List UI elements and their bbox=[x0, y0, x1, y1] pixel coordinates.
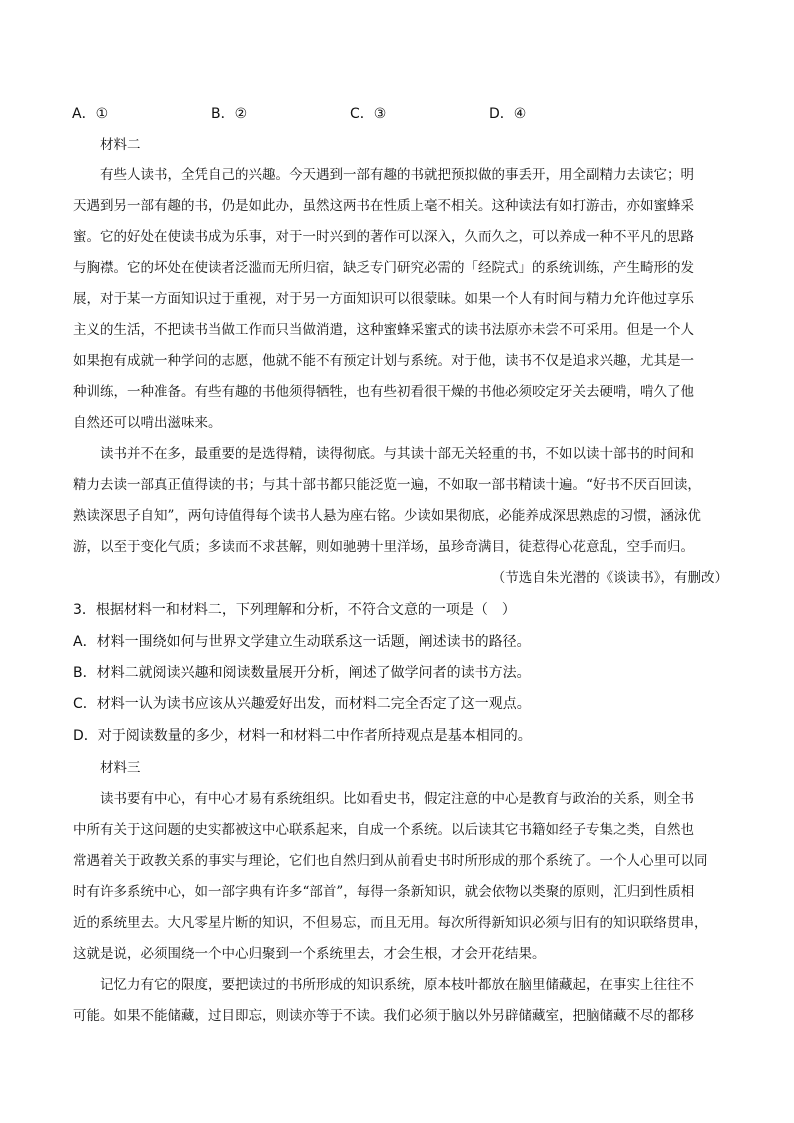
option-a: A．① bbox=[72, 106, 109, 122]
question3-option-c: C．材料一认为读书应该从兴趣爱好出发，而材料二完全否定了这一观点。 bbox=[73, 696, 531, 712]
material2-p1-line: 展，对于某一方面知识过于重视，对于另一方面知识可以很蒙昧。如果一个人有时间与精力允许他过享乐 bbox=[73, 291, 694, 307]
material3-p2-line: 可能。如果不能储藏，过目即忘，则读亦等于不读。我们必须于脑以外另辟储藏室，把脑储藏不尽的都移 bbox=[73, 1008, 694, 1024]
material3-p2-line: 记忆力有它的限度，要把读过的书所形成的知识系统，原本枝叶都放在脑里储藏起，在事实上往往不 bbox=[100, 977, 694, 993]
question3-option-a: A．材料一围绕如何与世界文学建立生动联系这一话题，阐述读书的路径。 bbox=[73, 634, 531, 650]
material2-p1-line: 蜜。它的好处在使读书成为乐事，对于一时兴到的著作可以深入，久而久之，可以养成一种不平凡的思路 bbox=[73, 229, 694, 245]
material2-heading: 材料二 bbox=[100, 137, 141, 153]
material3-p1-line: 常遇着关于政教关系的事实与理论，它们也自然归到从前看史书时所形成的那个系统了。一个人心里可以同 bbox=[73, 853, 708, 869]
material2-p2-line: 读书并不在多，最重要的是选得精，读得彻底。与其读十部无关轻重的书，不如以读十部书的时间和 bbox=[100, 446, 694, 462]
material2-p1-line: 自然还可以啃出滋味来。 bbox=[73, 415, 222, 431]
material2-p1-line: 与胸襟。它的坏处在使读者泛滥而无所归宿，缺乏专门研究必需的「经院式」的系统训练，产生畸形的发 bbox=[73, 260, 694, 276]
question3-stem: 3．根据材料一和材料二，下列理解和分析，不符合文意的一项是（ ） bbox=[73, 602, 516, 618]
option-d: D．④ bbox=[489, 106, 527, 122]
material3-heading: 材料三 bbox=[100, 760, 141, 776]
question3-option-b: B．材料二就阅读兴趣和阅读数量展开分析，阐述了做学问者的读书方法。 bbox=[73, 665, 531, 681]
material3-p1-line: 时有许多系统中心，如一部字典有许多“部首”，每得一条新知识，就会依物以类聚的原则，汇归到性质相 bbox=[73, 884, 695, 900]
option-c: C．③ bbox=[350, 106, 387, 122]
material2-p1-line: 有些人读书，全凭自己的兴趣。今天遇到一部有趣的书就把预拟做的事丢开，用全副精力去读它；明 bbox=[100, 167, 694, 183]
material2-p2-line: 熟读深思子自知”，两句诗值得每个读书人悬为座右铭。少读如果彻底，必能养成深思熟虑的习惯，涵泳优 bbox=[73, 508, 701, 524]
previous-question-options bbox=[72, 103, 732, 125]
material2-source: （节选自朱光潜的《谈读书》，有删改） bbox=[491, 570, 728, 586]
option-b: B．② bbox=[211, 106, 248, 122]
material3-p1-line: 近的系统里去。大凡零星片断的知识，不但易忘，而且无用。每次所得新知识必须与旧有的知识联络贯串， bbox=[73, 915, 708, 931]
material3-p1-line: 读书要有中心，有中心才易有系统组织。比如看史书，假定注意的中心是教育与政治的关系，则全书 bbox=[100, 791, 694, 807]
material3-p1-line: 中所有关于这问题的史实都被这中心联系起来，自成一个系统。以后读其它书籍如经子专集之类，自然也 bbox=[73, 822, 694, 838]
material2-p1-line: 种训练，一种准备。有些有趣的书他须得牺牲，也有些初看很干燥的书他必须咬定牙关去硬啃，啃久了他 bbox=[73, 384, 694, 400]
material2-p1-line: 天遇到另一部有趣的书，仍是如此办，虽然这两书在性质上毫不相关。这种读法有如打游击，亦如蜜蜂采 bbox=[73, 198, 694, 214]
question3-option-d: D．对于阅读数量的多少，材料一和材料二中作者所持观点是基本相同的。 bbox=[73, 728, 532, 744]
material2-p1-line: 主义的生活，不把读书当做工作而只当做消遣，这种蜜蜂采蜜式的读书法原亦未尝不可采用。但是一个人 bbox=[73, 322, 694, 338]
material2-p2-line: 精力去读一部真正值得读的书；与其十部书都只能泛览一遍，不如取一部书精读十遍。“好书不厌百回读， bbox=[73, 477, 701, 493]
material2-p1-line: 如果抱有成就一种学问的志愿，他就不能不有预定计划与系统。对于他，读书不仅是追求兴趣，尤其是一 bbox=[73, 353, 694, 369]
material3-p1-line: 这就是说，必须围绕一个中心归聚到一个系统里去，才会生根，才会开花结果。 bbox=[73, 946, 546, 962]
material2-p2-line: 游，以至于变化气质；多读而不求甚解，则如驰骋十里洋场，虽珍奇满目，徒惹得心花意乱，空手而归。 bbox=[73, 539, 694, 555]
